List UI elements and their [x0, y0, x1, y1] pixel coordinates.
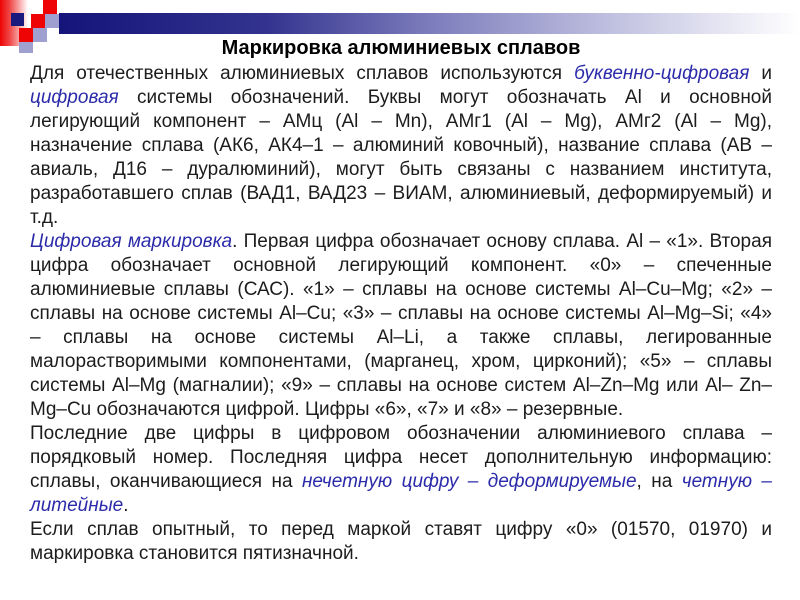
slide-content — [30, 36, 772, 566]
highlighted-term: цифровая — [30, 87, 119, 108]
text-run: , на — [636, 471, 682, 492]
text-run: Если сплав опытный, то перед маркой ставят цифру «0» (01570, 01970) и маркировка становится пятизначной. — [30, 519, 772, 564]
deco-lavender-square — [45, 14, 59, 28]
paragraph — [30, 422, 772, 518]
text-run: Для отечественных алюминиевых сплавов используются — [30, 63, 575, 84]
paragraph — [30, 518, 772, 566]
body-text — [30, 62, 772, 566]
highlighted-term: нечетную цифру – деформируемые — [301, 471, 637, 492]
paragraph — [30, 230, 772, 422]
text-run: системы обозначений. Буквы могут обозначать Al и основной легирующий компонент – АМц (Al – Mn), АМг1 (Al – Mg), АМг2 (Al – Mg), назначение сплава (АК6, АК4–1 – алюминий ковочный), название сплава (АВ – авиаль, Д16 – дуралюминий), могут быть связаны с названием института, разработавшего сплав (ВАД1, ВАД23 – ВИАМ, алюминиевый, деформируемый) и т.д. — [30, 87, 772, 228]
paragraph — [30, 62, 772, 230]
deco-gradient-bar — [59, 13, 800, 34]
deco-red-square — [43, 0, 57, 14]
text-run: . Первая цифра обозначает основу сплава. Al – «1». Вторая цифра обозначает основной легирующий компонент. «0» – спеченные алюминиевые сплавы (САС). «1» – сплавы на основе системы Al–Cu–Mg; «2» – сплавы на основе системы Al–Cu; «3» – сплавы на основе системы Al–Mg–Si; «4» – сплавы на основе системы Al–Li, а также сплавы, легированные малорастворимыми компонентами, (марганец, хром, цирконий); «5» – сплавы системы Al–Mg (магналии); «9» – сплавы на основе систем Al–Zn–Mg или Al– Zn–Mg–Cu обозначаются цифрой. Цифры «6», «7» и «8» – резервные. — [30, 231, 772, 420]
deco-navy-square — [11, 13, 24, 26]
highlighted-term: буквенно-цифровая — [574, 63, 750, 84]
text-run: Последние две цифры в цифровом обозначении алюминиевого сплава – порядковый номер. Последняя цифра несет дополнительную информацию: сплавы, оканчивающиеся на — [30, 423, 772, 492]
deco-red-square — [31, 14, 45, 28]
highlighted-term: четную – литейные — [30, 471, 772, 516]
text-run: . — [123, 495, 129, 516]
text-run: и — [749, 63, 772, 84]
highlighted-term: Цифровая маркировка — [30, 231, 233, 252]
slide-title: Маркировка алюминиевых сплавов — [221, 37, 581, 59]
